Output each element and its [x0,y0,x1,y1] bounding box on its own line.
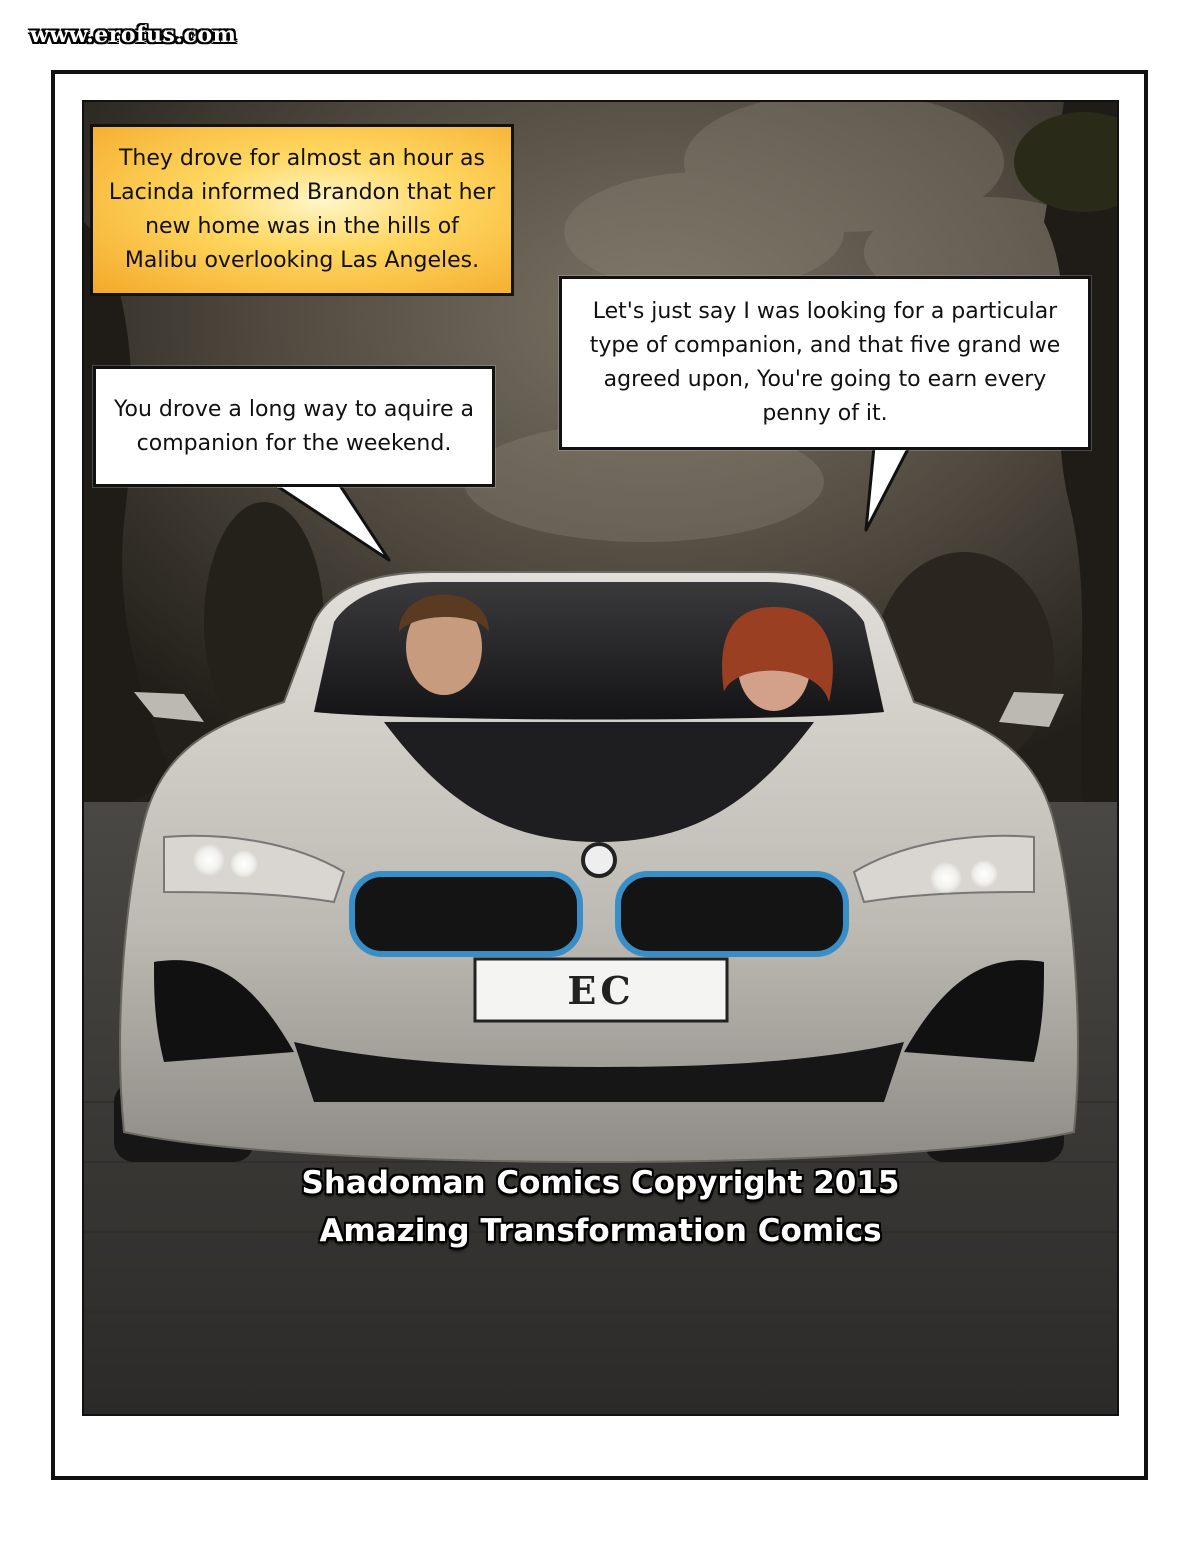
comic-panel [82,100,1119,1416]
watermark: www.erofus.com [30,22,237,48]
speech-bubble-right: Let's just say I was looking for a particular type of companion, and that five grand we agreed upon, You're going to earn every penny of it. [559,276,1091,450]
grille-left [352,874,580,954]
grille-right [618,874,846,954]
speech-bubble-left: You drove a long way to aquire a companion for the weekend. [93,366,495,487]
license-plate-text: EC [567,967,635,1013]
credit-line-1: Shadoman Comics Copyright 2015 [301,1165,900,1201]
car-badge [583,844,615,876]
narration-caption: They drove for almost an hour as Lacinda informed Brandon that her new home was in the hills of Malibu overlooking Las Angeles. [90,124,514,296]
credit-line-2: Amazing Transformation Comics [319,1213,882,1249]
